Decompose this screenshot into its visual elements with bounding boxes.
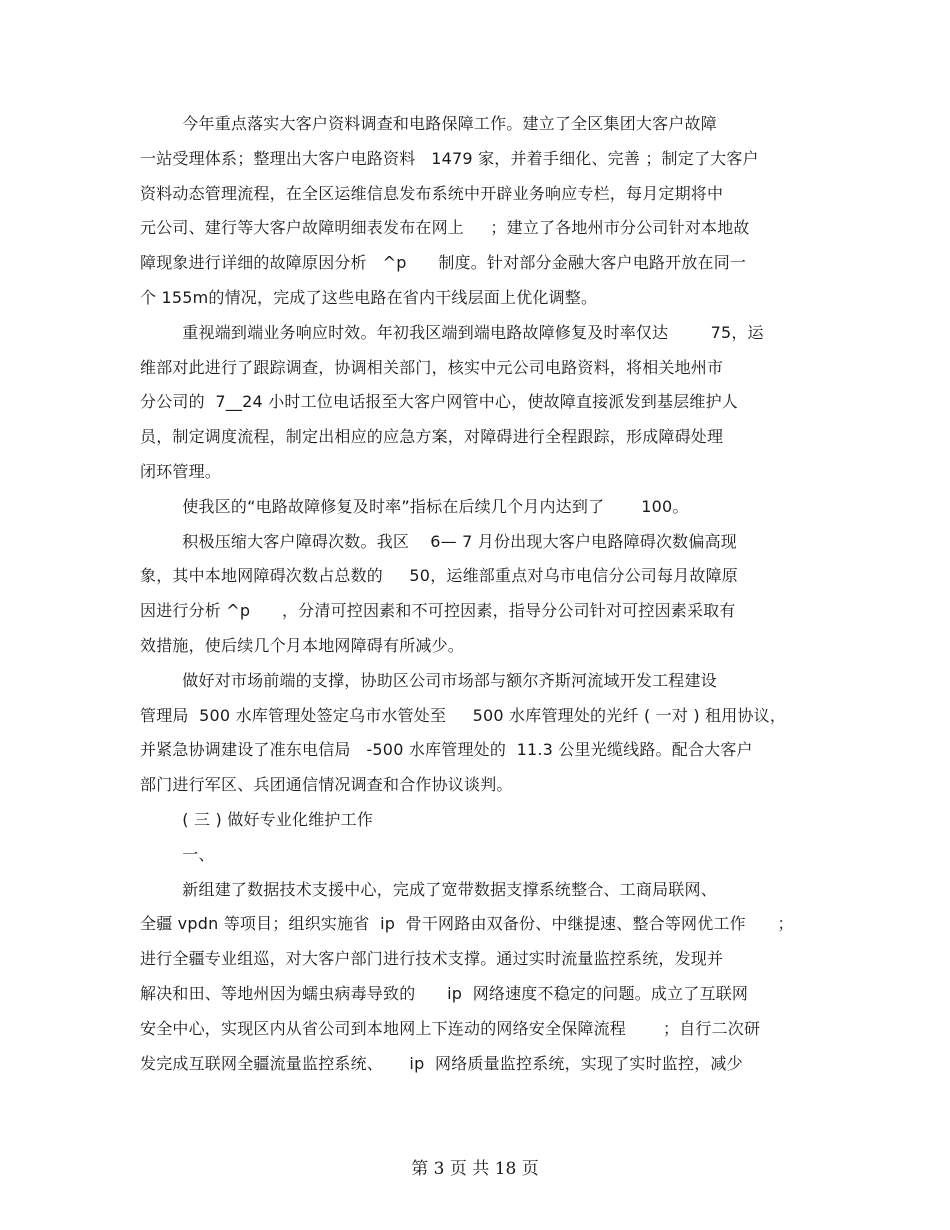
text-line: 管理局 500 水库管理处签定乌市水管处至 500 水库管理处的光纤 ( 一对 ) 租用协议， xyxy=(140,705,787,725)
text-line: 新组建了数据技术支援中心，完成了宽带数据支撑系统整合、工商局联网、 xyxy=(140,879,717,899)
page-number-footer: 第 3 页 共 18 页 xyxy=(411,1159,539,1179)
text-line: 分公司的 7__24 小时工位电话报至大客户网管中心，使故障直接派发到基层维护人 xyxy=(140,392,738,412)
text-line: 资料动态管理流程，在全区运维信息发布系统中开辟业务响应专栏，每月定期将中 xyxy=(140,183,724,203)
text-line: 安全中心，实现区内从省公司到本地网上下连动的网络安全保障流程 ；自行二次研 xyxy=(140,1018,761,1038)
text-line: 因进行分析 ^p ，分清可控因素和不可控因素，指导分公司针对可控因素采取有 xyxy=(140,601,736,621)
text-line: 并紧急协调建设了准东电信局 -500 水库管理处的 11.3 公里光缆线路。配合大客户 xyxy=(140,740,753,760)
text-line: 全疆 vpdn 等项目；组织实施省 ip 骨干网路由双备份、中继提速、整合等网优工作 ； xyxy=(140,914,794,934)
text-line: 部门进行军区、兵团通信情况调查和合作协议谈判。 xyxy=(140,775,513,795)
text-line: 做好对市场前端的支撑，协助区公司市场部与额尔齐斯河流域开发工程建设 xyxy=(140,670,717,690)
text-line: 效措施，使后续几个月本地网障碍有所减少。 xyxy=(140,635,465,655)
text-line: 障现象进行详细的故障原因分析 ^p 制度。针对部分金融大客户电路开放在同一 xyxy=(140,253,747,273)
text-line: 象，其中本地网障碍次数占总数的 50，运维部重点对乌市电信分公司每月故障原 xyxy=(140,566,738,586)
text-line: 解决和田、等地州因为蠕虫病毒导致的 ip 网络速度不稳定的问题。成立了互联网 xyxy=(140,983,749,1003)
text-line: 闭环管理。 xyxy=(140,461,222,481)
text-line: 积极压缩大客户障碍次数。我区 6— 7 月份出现大客户电路障碍次数偏高现 xyxy=(140,531,737,551)
text-line: 今年重点落实大客户资料调查和电路保障工作。建立了全区集团大客户故障 xyxy=(140,114,717,133)
text-line: 元公司、建行等大客户故障明细表发布在网上 ；建立了各地州市分公司针对本地故 xyxy=(140,218,750,238)
document-body xyxy=(140,107,810,1081)
text-line: 员，制定调度流程，制定出相应的应急方案，对障碍进行全程跟踪，形成障碍处理 xyxy=(140,427,724,447)
text-line: 进行全疆专业组巡，对大客户部门进行技术支撑。通过实时流量监控系统，发现并 xyxy=(140,949,724,969)
text-line: 一站受理体系；整理出大客户电路资料 1479 家，并着手细化、完善 ；制定了大客户 xyxy=(140,148,759,168)
text-line: 个 155m的情况，完成了这些电路在省内干线层面上优化调整。 xyxy=(140,287,598,307)
text-line: 重视端到端业务响应时效。年初我区端到端电路故障修复及时率仅达 75，运 xyxy=(140,322,764,342)
list-marker: 一、 xyxy=(140,844,215,864)
section-heading: ( 三 ) 做好专业化维护工作 xyxy=(140,809,374,829)
text-line: 维部对此进行了跟踪调查，协调相关部门，核实中元公司电路资料，将相关地州市 xyxy=(140,357,724,377)
text-line: 发完成互联网全疆流量监控系统、 ip 网络质量监控系统，实现了实时监控，减少 xyxy=(140,1053,743,1073)
text-line: 使我区的“电路故障修复及时率”指标在后续几个月内达到了 100。 xyxy=(140,496,689,516)
